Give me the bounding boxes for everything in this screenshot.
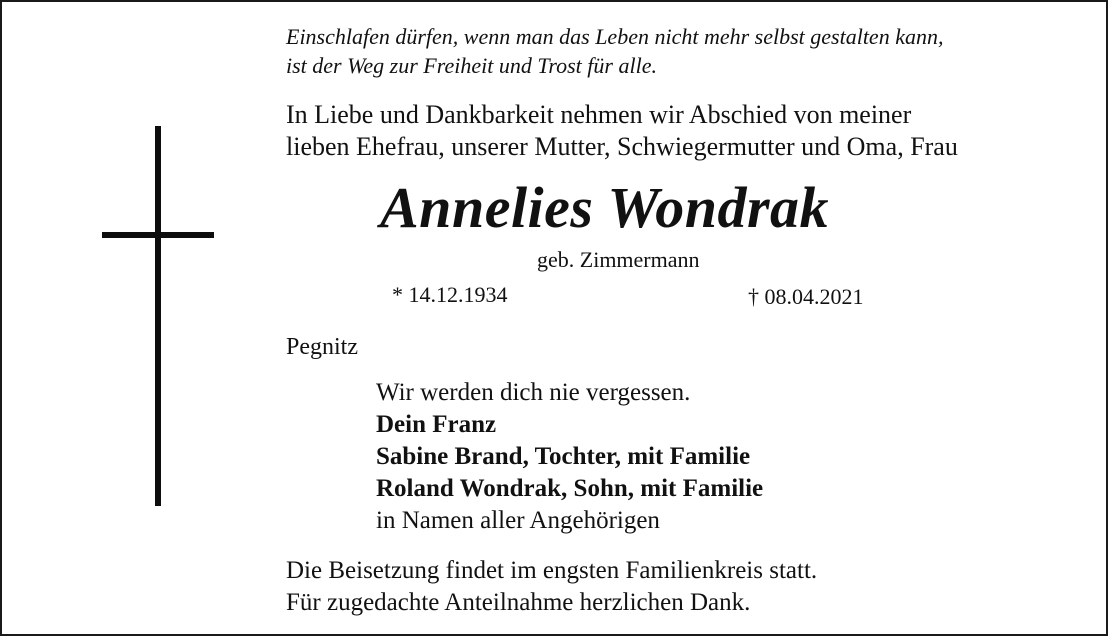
quote-line-1: Einschlafen dürfen, wenn man das Leben nicht mehr selbst gestalten kann, (286, 24, 944, 49)
mourner-son: Roland Wondrak, Sohn, mit Familie (376, 475, 764, 502)
farewell-intro (286, 99, 1086, 163)
cross-vertical-beam (155, 126, 161, 506)
intro-line-1: In Liebe und Dankbarkeit nehmen wir Abschied von meiner (286, 100, 912, 129)
memorial-quote (286, 22, 1066, 80)
cross-icon (102, 120, 214, 512)
mourners-relatives: in Namen aller Angehörigen (376, 507, 660, 534)
birth-name: geb. Zimmermann (537, 247, 700, 272)
cross-horizontal-beam (102, 232, 214, 238)
birth-date: * 14.12.1934 (392, 282, 508, 307)
closing-line-2: Für zugedachte Anteilnahme herzlichen Dank. (286, 589, 751, 616)
death-date: † 08.04.2021 (748, 284, 864, 309)
quote-line-2: ist der Weg zur Freiheit und Trost für alle. (286, 53, 657, 78)
mourner-husband: Dein Franz (376, 411, 497, 438)
deceased-name: Annelies Wondrak (380, 175, 830, 240)
closing-note (286, 555, 817, 619)
mourner-daughter: Sabine Brand, Tochter, mit Familie (376, 443, 751, 470)
intro-line-2: lieben Ehefrau, unserer Mutter, Schwiegermutter und Oma, Frau (286, 132, 958, 161)
mourners-block (376, 377, 763, 537)
closing-line-1: Die Beisetzung findet im engsten Familienkreis statt. (286, 557, 818, 584)
place-name: Pegnitz (286, 334, 358, 360)
mourners-message: Wir werden dich nie vergessen. (376, 379, 691, 406)
